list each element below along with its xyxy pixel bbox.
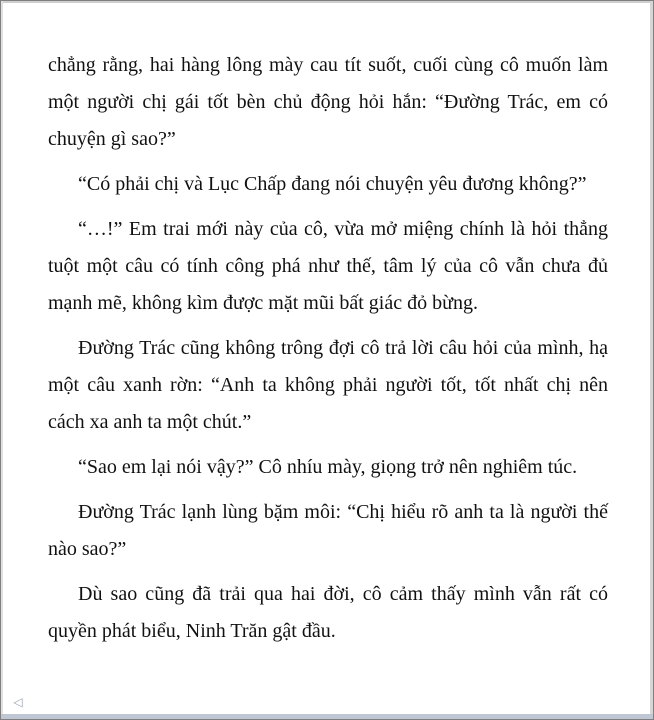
paragraph-5: “Sao em lại nói vậy?” Cô nhíu mày, giọng trở nên nghiêm túc. [78,456,578,478]
page-shadow-left [1,1,3,719]
paragraph-3: “…!” Em trai mới này của cô, vừa mở miệng chính là hỏi thẳng tuột một câu có tính công phá như thế, tâm lý của cô vẫn chưa đủ mạnh mẽ, không kìm được mặt mũi bất giác đỏ bừng. [48,218,608,314]
page-shadow-bottom [1,714,653,719]
paragraph-1: chẳng rằng, hai hàng lông mày cau tít suốt, cuối cùng cô muốn làm một người chị gái tốt bèn chủ động hỏi hắn: “Đường Trác, em có chuyện gì sao?” [48,54,608,150]
paragraph-2: “Có phải chị và Lục Chấp đang nói chuyện yêu đương không?” [78,173,587,195]
paragraph-6: Đường Trác lạnh lùng bặm môi: “Chị hiểu rõ anh ta là người thế nào sao?” [48,501,608,560]
page-shadow-top [1,1,653,3]
paragraph-4: Đường Trác cũng không trông đợi cô trả lời câu hỏi của mình, hạ một câu xanh rờn: “Anh ta không phải người tốt, tốt nhất chị nên cách xa anh ta một chút.” [48,337,608,433]
page-shadow-right [650,1,653,719]
paragraph-7: Dù sao cũng đã trải qua hai đời, cô cảm thấy mình vẫn rất có quyền phát biểu, Ninh Trăn gật đầu. [48,583,608,642]
document-text [48,47,608,658]
left-arrow-icon[interactable]: ◁ [13,695,23,709]
